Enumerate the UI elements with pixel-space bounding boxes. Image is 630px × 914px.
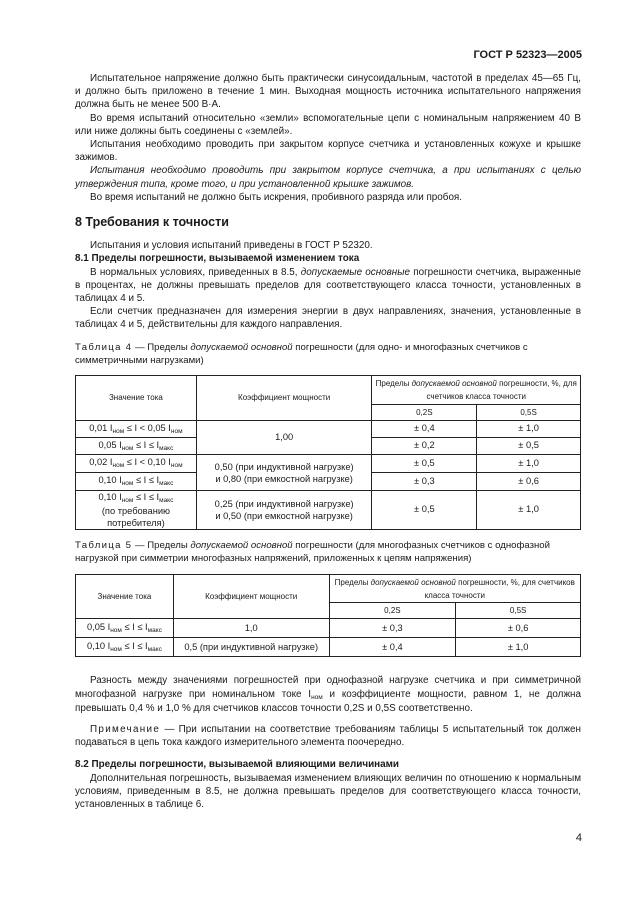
section-8-1-title: 8.1 Пределы погрешности, вызываемой изменением тока [75,253,360,265]
table-4-r1-v02s: ± 0,4 [372,421,477,438]
table-row [76,455,581,473]
document-header: ГОСТ Р 52323—2005 [473,49,582,61]
table-row [76,619,581,638]
table-4-class-05s: 0,5S [477,405,581,421]
table-4-r3-v02s: ± 0,5 [372,455,477,473]
table-4-r5-v05s: ± 1,0 [477,491,581,530]
section-8-intro: Испытания и условия испытаний приведены в ГОСТ Р 52320. [90,240,373,252]
table-4-pf-3: 0,25 (при индуктивной нагрузке) и 0,50 (при емкостной нагрузке) [196,491,372,530]
table-5 [75,574,581,657]
table-5-class-05s: 0,5S [456,603,581,619]
table-4-r4-v02s: ± 0,3 [372,473,477,491]
section-8-2-title: 8.2 Пределы погрешности, вызываемой влияющими величинами [75,759,399,771]
paragraph-closed-case: Испытания необходимо проводить при закрытом корпусе счетчика и установленных кожухе и крышке зажимов. [75,139,581,164]
table-5-pf-2: 0,5 (при индуктивной нагрузке) [173,638,329,657]
paragraph-ground: Во время испытаний относительно «земли» вспомогательные цепи с номинальным напряжением 40 В или ниже должны быть соединены с «землей». [75,112,581,137]
table-5-r2-v02s: ± 0,4 [329,638,456,657]
table-4-r3-v05s: ± 1,0 [477,455,581,473]
table-4-header-pf: Коэффициент мощности [196,376,372,421]
table-5-caption: Таблица 5 — Пределы допускаемой основной погрешности (для многофазных счетчиков с однофазной нагрузкой при симметрии многофазных напряжений, приложенных к цепям напряжения) [75,540,551,565]
table-5-header-current: Значение тока [76,575,174,619]
page-body [75,72,581,811]
table-5-header-limits: Пределы допускаемой основной погрешности, %, для счетчиков класса точности [329,575,580,603]
table-4 [75,375,581,530]
table-5-r1-v05s: ± 0,6 [456,619,581,638]
section-8-1-para1: В нормальных условиях, приведенных в 8.5, допускаемые основные погрешности счетчика, выраженные в процентах, не должны превышать пределов для соответствующего класса точности, установленных в таблицах 4 и 5. [75,266,581,305]
table-row [76,421,581,438]
table-4-pf-1: 1,00 [196,421,372,455]
table-4-r2-v05s: ± 0,5 [477,438,581,455]
table-5-pf-1: 1,0 [173,619,329,638]
table-5-header-pf: Коэффициент мощности [173,575,329,619]
table-4-r5-current: 0,10 $I_{ном} \le I \le I_{макс}$ (по требованию потребителя) [76,491,197,530]
paragraph-test-voltage: Испытательное напряжение должно быть практически синусоидальным, частотой в пределах 45—65 Гц, и должно быть приложено в течение 1 мин. Выходная мощность источника испытательного напряжения должна быть не менее 500 В·А. [75,73,581,111]
table-4-r1-v05s: ± 1,0 [477,421,581,438]
table-4-r4-current: 0,10 $I_{ном} \le I \le I_{макс}$ [76,473,197,491]
table-5-r2-v05s: ± 1,0 [456,638,581,657]
table-5-r1-current: 0,05 $I_{ном} \le I \le I_{макс}$ [76,619,174,638]
paragraph-sparks: Во время испытаний не должно быть искрения, пробивного разряда или пробоя. [90,191,463,203]
table-4-class-02s: 0,2S [372,405,477,421]
page-number: 4 [575,832,582,844]
table-4-r2-v02s: ± 0,2 [372,438,477,455]
table-4-r4-v05s: ± 0,6 [477,473,581,491]
table-5-r2-current: 0,10 $I_{ном} \le I \le I_{макс}$ [76,638,174,657]
table-4-r5-v02s: ± 0,5 [372,491,477,530]
paragraph-difference: Разность между значениями погрешностей при однофазной нагрузке счетчика и при симметричной многофазной нагрузке при номинальном токе $I_{ном}$ и коэффициенте мощности, равном 1, не должна превышать 0,4 % и 1,0 % для счетчиков классов точности 0,2S и 0,5S соответственно. [75,675,581,714]
section-8-1-para2: Если счетчик предназначен для измерения энергии в двух направлениях, значения, установленные в таблицах 4 и 5, действительны для каждого направления. [75,306,581,331]
table-5-class-02s: 0,2S [329,603,456,619]
section-8-2-text: Дополнительная погрешность, вызываемая изменением влияющих величин по отношению к нормальным условиям, приведенным в 8.5, не должна превышать пределов для соответствующего класса точности, установленных в таблице 6. [75,772,581,811]
table-row [76,491,581,530]
note: Примечание — При испытании на соответствие требованиям таблицы 5 испытательный ток должен подаваться в цепь тока каждого измерительного элемента поочередно. [75,724,581,749]
table-5-r1-v02s: ± 0,3 [329,619,456,638]
table-4-pf-2: 0,50 (при индуктивной нагрузке) и 0,80 (при емкостной нагрузке) [196,455,372,491]
table-4-header-limits: Пределы допускаемой основной погрешности, %, для счетчиков класса точности [372,376,581,405]
table-4-r2-current: 0,05 $I_{ном} \le I \le I_{макс}$ [76,438,197,455]
table-4-r1-current: 0,01 $I_{ном} \le I < 0,05$ $I_{ном}$ [76,421,197,438]
table-4-r3-current: 0,02 $I_{ном} \le I < 0,10$ $I_{ном}$ [76,455,197,473]
table-4-header-current: Значение тока [76,376,197,421]
paragraph-type-approval: Испытания необходимо проводить при закрытом корпусе счетчика, а при испытаниях с целью утверждения типа, кроме того, и при установленной крышке зажимов. [75,165,581,190]
table-4-caption: Таблица 4 — Пределы допускаемой основной погрешности (для одно- и многофазных счетчиков с симметричными нагрузками) [75,341,528,366]
table-row [76,638,581,657]
section-8-title: 8 Требования к точности [75,215,229,230]
